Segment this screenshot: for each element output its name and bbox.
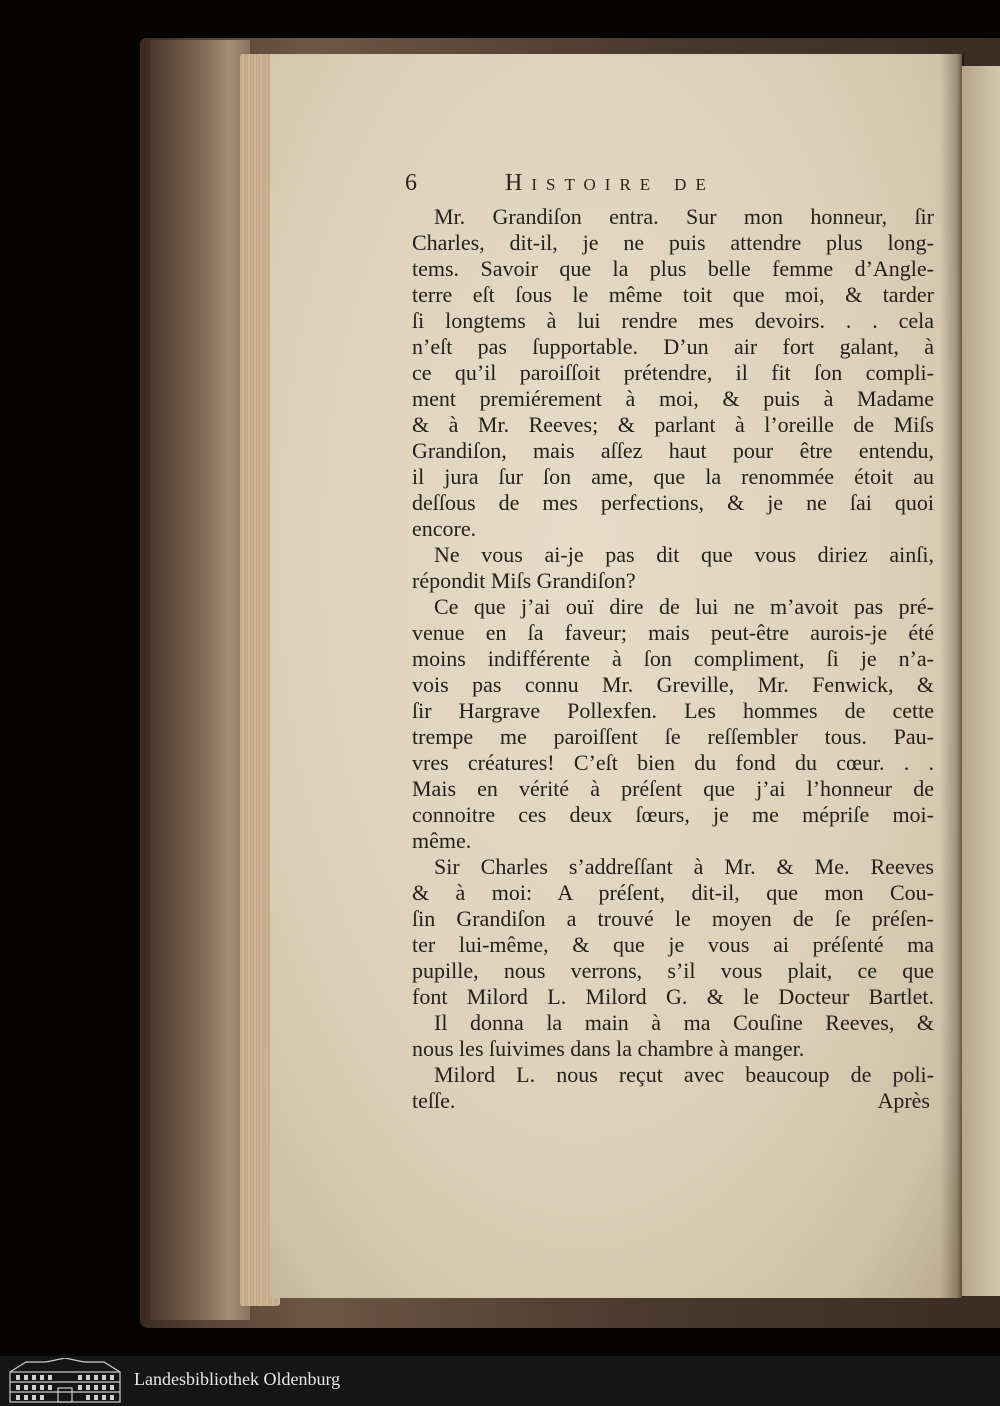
text-line xyxy=(412,230,934,256)
footer-bar xyxy=(0,1356,1000,1406)
text-line-content: Ce que j’ai ouï dire de lui ne m’avoit pas pré- xyxy=(434,594,934,619)
text-line-content: teſſe. xyxy=(412,1088,456,1113)
text-line-content: encore. xyxy=(412,516,477,541)
text-line-content: ſir Hargrave Pollexfen. Les hommes de cette xyxy=(412,698,934,723)
text-line xyxy=(412,438,934,464)
text-line-content: Mr. Grandiſon entra. Sur mon honneur, ſir xyxy=(434,204,934,229)
text-line xyxy=(412,334,934,360)
text-line-content: ce qu’il paroiſſoit prétendre, il fit ſon compli- xyxy=(412,360,934,385)
text-line xyxy=(412,282,934,308)
text-line xyxy=(412,984,934,1010)
text-line-content: Grandiſon, mais aſſez haut pour être entendu, xyxy=(412,438,934,463)
binding-edge xyxy=(150,40,250,1320)
text-line xyxy=(412,750,934,776)
page-gutter xyxy=(940,54,964,1298)
catchword: Après xyxy=(877,1088,930,1113)
text-line-content: ment premiérement à moi, & puis à Madame xyxy=(412,386,934,411)
text-line-content: Charles, dit-il, je ne puis attendre plus long- xyxy=(412,230,934,255)
text-line-content: même. xyxy=(412,828,472,853)
text-line xyxy=(412,386,934,412)
text-line xyxy=(412,594,934,620)
text-line xyxy=(412,906,934,932)
text-line-content: terre eſt ſous le même toit que moi, & tarder xyxy=(412,282,934,307)
text-line-content: connoitre ces deux ſœurs, je me mépriſe moi- xyxy=(412,802,934,827)
text-line xyxy=(412,1036,934,1062)
text-line xyxy=(412,516,934,542)
text-line-content: venue en ſa faveur; mais peut-être aurois-je été xyxy=(412,620,934,645)
text-line-content: vois pas connu Mr. Greville, Mr. Fenwick, & xyxy=(412,672,934,697)
text-line xyxy=(412,880,934,906)
text-line xyxy=(412,802,934,828)
text-line xyxy=(412,568,934,594)
text-line xyxy=(412,646,934,672)
text-line-content: trempe me paroiſſent ſe reſſembler tous. Pau- xyxy=(412,724,934,749)
text-line-content: ter lui-même, & que je vous ai préſenté ma xyxy=(412,932,934,957)
text-line xyxy=(412,1010,934,1036)
library-building-icon xyxy=(6,1358,124,1404)
text-line-content: nous les ſuivimes dans la chambre à manger. xyxy=(412,1036,805,1061)
text-line xyxy=(412,490,934,516)
text-line xyxy=(412,360,934,386)
text-line xyxy=(412,1088,934,1114)
library-name: Landesbibliothek Oldenburg xyxy=(134,1369,341,1389)
text-line xyxy=(412,204,934,230)
text-line xyxy=(412,932,934,958)
text-line-content: répondit Miſs Grandiſon? xyxy=(412,568,636,593)
text-line-content: Ne vous ai-je pas dit que vous diriez ainſi, xyxy=(434,542,934,567)
text-line-content: ſin Grandiſon a trouvé le moyen de ſe préſen- xyxy=(412,906,934,931)
text-line xyxy=(412,776,934,802)
text-line xyxy=(412,542,934,568)
text-line-content: font Milord L. Milord G. & le Docteur Bartlet. xyxy=(412,984,934,1009)
text-line xyxy=(412,1062,934,1088)
text-line xyxy=(412,620,934,646)
text-line-content: tems. Savoir que la plus belle femme d’Angle- xyxy=(412,256,934,281)
text-line-content: ſi longtems à lui rendre mes devoirs. . . cela xyxy=(412,308,934,333)
text-line-content: il jura ſur ſon ame, que la renommée étoit au xyxy=(412,464,934,489)
text-line-content: Mais en vérité à préſent que j’ai l’honneur de xyxy=(412,776,934,801)
page-number: 6 xyxy=(405,170,418,196)
text-line xyxy=(412,412,934,438)
text-line-content: Sir Charles s’addreſſant à Mr. & Me. Reeves xyxy=(434,854,934,879)
text-line xyxy=(412,958,934,984)
text-line-content: moins indifférente à ſon compliment, ſi je n’a- xyxy=(412,646,934,671)
text-line xyxy=(412,828,934,854)
text-line-content: vres créatures! C’eſt bien du fond du cœur. . . xyxy=(412,750,934,775)
text-line-content: Il donna la main à ma Couſine Reeves, & xyxy=(434,1010,934,1035)
text-line-content: & à Mr. Reeves; & parlant à l’oreille de Miſs xyxy=(412,412,934,437)
text-line xyxy=(412,464,934,490)
text-line-content: Milord L. nous reçut avec beaucoup de poli- xyxy=(434,1062,934,1087)
text-line-content: n’eſt pas ſupportable. D’un air fort galant, à xyxy=(412,334,934,359)
text-line xyxy=(412,854,934,880)
text-line xyxy=(412,256,934,282)
text-line-content: & à moi: A préſent, dit-il, que mon Cou- xyxy=(412,880,934,905)
text-line xyxy=(412,724,934,750)
text-line-content: deſſous de mes perfections, & je ne ſai quoi xyxy=(412,490,934,515)
text-line xyxy=(412,672,934,698)
text-line xyxy=(412,308,934,334)
text-line-content: pupille, nous verrons, s’il vous plait, ce que xyxy=(412,958,934,983)
page-header xyxy=(405,168,930,202)
running-title: Histoire de xyxy=(505,170,715,196)
page-text xyxy=(412,204,934,1114)
facing-page-edge xyxy=(962,66,1000,1296)
text-line xyxy=(412,698,934,724)
